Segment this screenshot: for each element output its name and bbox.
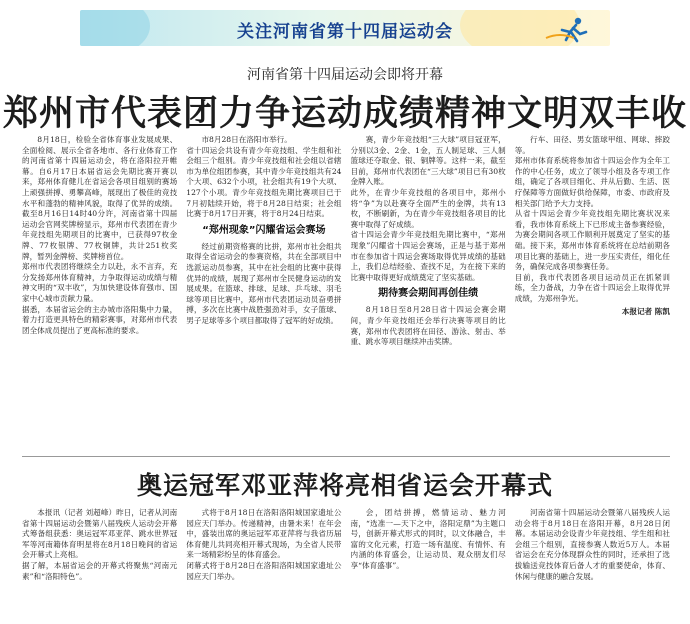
paragraph: 8月18日，检验全省体育事业发展成果、全面检阅、展示全省各地市、各行业体育工作的河南省第十四届运动会，将在洛阳拉开帷幕。自6月17日本届省运会先期比赛开赛以来，郑州体育健儿在省运会各项目组别的赛场上顽强拼搏、勇攀高峰，展现出了极佳的竞技水平和蓬勃的精神风貌，取得了优异的成绩。截至8月16日14时40分许，河南省第十四届运动会官网奖牌榜显示，郑州市代表团在青少年竞技组先期项目的比赛中，已获得97枚金牌、77枚银牌、77枚铜牌，共计251枚奖牌，暂列金牌榜、奖牌榜首位。 郑州市代表团将继续全力以赴，永不言弃，充分发扬郑州体育精神，力争取得运动成绩与精神文明的“双丰收”，为加快建设体育强市、国家中心城市贡献力量。 据悉，本届省运会的主办城市洛阳集中力量，着力打造更具特色的精彩赛事，对郑州市代表团全体成员提出了更高标准的要求。 [22,135,178,335]
banner-title: 关注河南省第十四届运动会 [237,22,453,42]
runner-icon [540,16,600,44]
article-kicker: 河南省第十四届运动会即将开幕 [247,67,443,83]
paragraph: 行车、田径、男女篮球甲组、网球、摔跤等。 郑州市体育系统将参加省十四运会作为全年工作的中心任务，成立了领导小组及各专项工作组，确定了各项目细化、并从后勤、生活、医疗保障等方面做好供给保障，市委、市政府及相关部门给予大力支持。 从省十四运会青少年竞技组先期比赛状况来看，我市体育系统上下已形成主备参赛经验，为赛会期间各项工作顺利开展奠定了坚实的基础。接下来，郑州市体育系统将在总结前期各项目比赛的基础上，进一步压实责任，细化任务，确保完成各项参赛任务。 目前，我市代表团各项目运动员正在抓紧训练，全力备战，力争在省十四运会上取得优异成绩，为郑州争光。 [514,135,670,303]
article-headline: 奥运冠军邓亚萍将亮相省运会开幕式 [136,471,553,500]
article-column-2 [186,508,341,618]
divider [22,456,670,457]
article-column-3 [351,508,506,618]
article-column-1 [22,135,177,453]
paragraph: 河南省第十四届运动会暨第八届残疾人运动会将于8月18日在洛阳开幕，8月28日闭幕。本届运动会设青少年竞技组、学生组和社会组三个组别，直接参赛人数近5万人。本届省运会在充分体现群众性的同时，还承担了选拔输送竞技体育后备人才的重要使命，体育、休闲与健康的融合发展。 [514,508,670,581]
article-body [22,508,670,618]
byline: 本报记者 陈凯 [621,306,670,316]
section-subhead: 期待赛会期间再创佳绩 [378,288,479,300]
paragraph: 式将于8月18日在洛阳洛阳城国家遗址公园应天门举办。传递精神，由暑未来！在年会中，盛装出席的奥运冠军邓亚萍将与我省历届体育健儿共同亮相开幕式现场，为全省人民带来一场精彩纷呈的体育盛会。 闭幕式将于8月28日在洛阳洛阳城国家遗址公园应天门举办。 [186,508,342,581]
paragraph: 赛，青少年竞技组“三大球”项目冠亚军，分别以3金、2金、1金，五人制足球、三人制篮球还夺取金、银、铜牌等。这样一来，截至目前，郑州市代表团在“三大球”项目已有30枚金牌入账。 此外，在青少年竞技组的各项目中，郑州小将“争”为以赴赛夺全面严生的金牌，共有13枚，不断刷新，为在青少年竞技组各项目的比赛中取得了好成绩。 省十四运会青少年竞技组先期比赛中，“郑州现象”闪耀省十四运会赛场，正是与基于郑州市在参加省十四运会赛场取得优异成绩的基础上，我们总结经验、查找不足，为在接下来的比赛中取得更好成绩奠定了坚实基础。 [350,135,506,282]
paragraph: 经过前期资格赛的比拼，郑州市社会组共取得全省运动会的参赛资格，共在全部项目中选派运动员参赛，其中在社会组的比赛中获得优异的成绩，展现了郑州市全民健身运动的发展成果。在篮球、排球、足球、乒乓球、羽毛球等项目比赛中，郑州市代表团运动员奋勇拼搏，多次在比赛中战胜强劲对手，女子篮球、男子足球等多个项目都取得了冠军的好成绩。 [186,241,342,325]
article-column-4 [515,508,670,618]
article-body [22,135,670,453]
paragraph: 8月18日至8月28日省十四运会赛会期间，青少年竞技组还会举行决赛等项目的比赛，郑州市代表团将在田径、游泳、射击、举重、跳水等项目继续冲击奖牌。 [350,305,506,347]
paragraph: 本报讯（记者 刘超峰）昨日，记者从河南省第十四届运动会暨第八届残疾人运动会开幕式筹备组获悉：奥运冠军邓亚萍、跳水世界冠军等河南籍体育明星将在8月18日晚间的省运会开幕式上亮相。 据了解，本届省运会的开幕式将聚焦“河南元素”和“洛阳特色”。 [22,508,178,581]
section-banner [80,10,610,46]
section-subhead: “郑州现象”闪耀省运会赛场 [202,224,326,236]
article-column-3 [351,135,506,453]
article-column-4 [515,135,670,453]
article-headline: 郑州市代表团力争运动成绩精神文明双丰收 [2,94,687,134]
article-column-2 [186,135,341,453]
paragraph: 市8月28日在洛阳市举行。 省十四运会共设有青少年竞技组、学生组和社会组三个组别。青少年竞技组和社会组以省辖市为单位组团参赛，其中青少年竞技组共有24个大项、632个小项，社会组共有19个大项、127个小项。青少年竞技组先期比赛项目已于7月初陆续开始，将于8月28日结束；社会组比赛于8月17日开赛，将于8月24日结束。 [186,135,342,219]
article-column-1 [22,508,177,618]
paragraph: 会，团结拼搏，燃情运动、魅力河南，“选准一—天下之中，洛阳定鼎”为主题口号，创新开幕式形式的同时，以文体融合，丰富的文化元素，打造一场有温度、有情怀、有内涵的体育盛会，让运动员、观众朋友们尽享“体育盛事”。 [350,508,506,570]
